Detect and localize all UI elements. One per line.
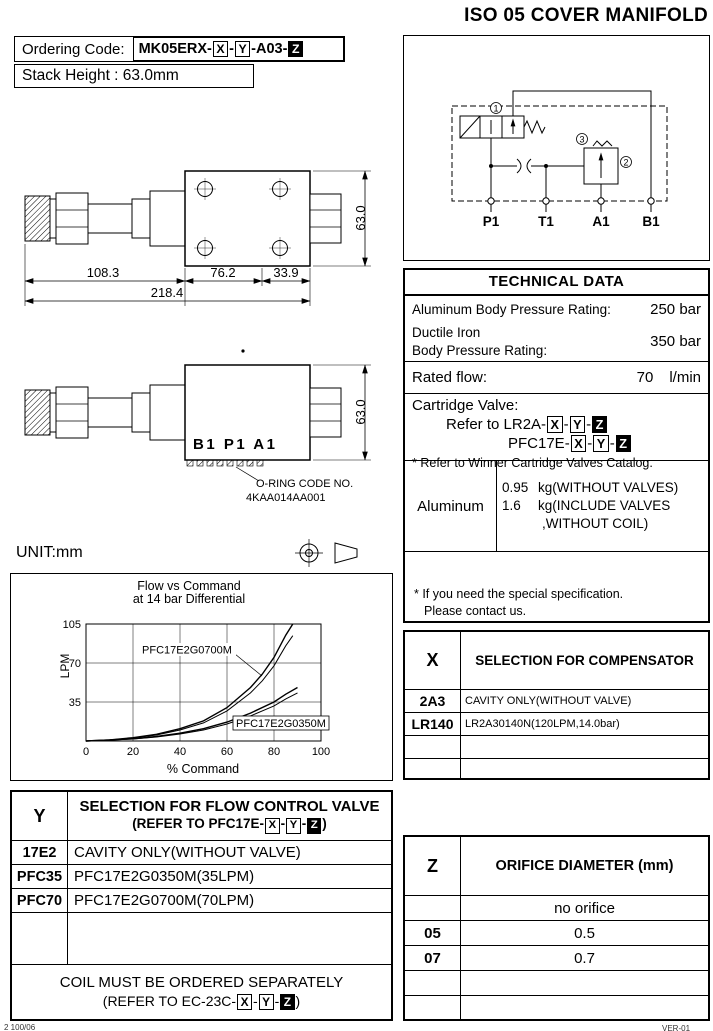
x-selection-table [403, 630, 710, 780]
y-table-title-line2: (REFER TO PFC17E- X - Y - Z ) [132, 816, 327, 834]
dim-height: 63.0 [353, 399, 368, 425]
oring-grooves [187, 460, 263, 466]
coil-note-line1: COIL MUST BE ORDERED SEPARATELY [59, 973, 344, 991]
table-row-empty [12, 912, 391, 964]
cone-icon [335, 543, 357, 563]
x-table-title: SELECTION FOR COMPENSATOR [475, 653, 694, 668]
code-box-z: Z [288, 41, 303, 58]
table-row [12, 888, 391, 912]
x-row-code: 2A3 [405, 690, 461, 712]
ordering-code-label: Ordering Code: [22, 40, 125, 58]
chart-xlabel: % Command [166, 762, 240, 776]
vent-mark [241, 349, 244, 352]
ductile-rating-row [405, 322, 708, 362]
z-table-key: Z [405, 837, 461, 895]
series-label-700: PFC17E2G0700M [142, 644, 232, 657]
x-table-key: X [405, 632, 461, 689]
y-row-code: PFC70 [12, 889, 68, 912]
adjust-knob [25, 196, 50, 241]
cartridge-valve-block [405, 394, 708, 471]
ordering-code-prefix: MK05ERX- [138, 41, 212, 57]
cartridge-ref-lr2a: Refer to LR2A- X - Y - Z [412, 416, 701, 435]
table-row-empty [405, 970, 708, 995]
footer-right-mark: VER-01 [662, 1024, 691, 1031]
adjust-knob [25, 390, 50, 435]
rated-flow-value: 70 [636, 369, 654, 386]
cartridge-ref-pfc17e: PFC17E- X - Y - Z [412, 435, 701, 454]
orifice-symbol [517, 159, 521, 173]
cavity-numbers [491, 103, 632, 168]
stack-height-box: Stack Height : 63.0mm [14, 64, 254, 88]
ductile-rating-label: Ductile Iron Body Pressure Rating: [412, 324, 548, 358]
coil-note-line2: (REFER TO EC-23C- X - Y - Z ) [102, 992, 301, 1009]
aluminum-rating-label: Aluminum Body Pressure Rating: [412, 301, 611, 317]
x-row-desc: CAVITY ONLY(WITHOUT VALVE) [465, 695, 632, 707]
z-row-code: 05 [405, 921, 461, 945]
code-box-y: Y [259, 994, 274, 1010]
lock-nut [56, 387, 88, 438]
x-table-header-row [405, 632, 708, 689]
cavity-num-3: 3 [579, 134, 585, 145]
y-table-header-row [12, 792, 391, 840]
xtick-80: 80 [267, 746, 281, 758]
port-label-b1: B1 [642, 214, 660, 229]
dim-b: 76.2 [210, 265, 236, 280]
weight-line2: 1.6 kg(INCLUDE VALVES [502, 497, 671, 513]
lock-nut [56, 193, 88, 244]
cartridge-valve-label: Cartridge Valve: [412, 397, 519, 414]
cavity-num-1: 1 [493, 103, 499, 114]
table-row [405, 689, 708, 712]
unit-label: UNIT:mm [16, 544, 83, 561]
z-row-desc: no orifice [554, 899, 615, 917]
note-line2: Please contact us. [424, 603, 527, 618]
hydraulic-schematic [404, 36, 709, 260]
plug-nut [310, 388, 341, 437]
ductile-rating-value: 350 bar [650, 332, 701, 350]
ytick-70: 70 [68, 658, 81, 670]
table-row [12, 864, 391, 888]
z-table-header-row [405, 837, 708, 895]
series-label-350: PFC17E2G0350M [236, 718, 326, 730]
chart-subtitle: at 14 bar Differential [132, 592, 246, 606]
dim-height: 63.0 [353, 205, 368, 231]
x-row-code [405, 736, 461, 758]
z-orifice-table [403, 835, 710, 1021]
rated-flow-label: Rated flow: [412, 369, 488, 386]
code-box-x: X [571, 435, 587, 452]
z-row-code: 07 [405, 946, 461, 970]
cavity-num-2: 2 [623, 157, 629, 168]
drawing-top-view [10, 96, 400, 314]
spring-symbol [524, 121, 545, 133]
oring-code: 4KAA014AA001 [246, 492, 326, 504]
solenoid-valve-symbol [460, 116, 545, 138]
y-row-desc: PFC17E2G0350M(35LPM) [74, 868, 255, 885]
manifold-body [185, 171, 310, 266]
port-label-a1: A1 [592, 214, 610, 229]
drawing-front-view [10, 320, 400, 548]
circuit-lines [491, 91, 651, 198]
rated-flow-unit: l/min [669, 369, 701, 386]
y-row-desc: CAVITY ONLY(WITHOUT VALVE) [74, 844, 301, 861]
x-row-code [405, 759, 461, 778]
technical-data-header: TECHNICAL DATA [405, 270, 708, 296]
xtick-40: 40 [173, 746, 187, 758]
x-row-code: LR140 [405, 713, 461, 735]
oring-label: O-RING CODE NO. [256, 478, 354, 490]
code-box-y: Y [570, 416, 586, 433]
coil-note [12, 964, 391, 1019]
z-row-code [405, 896, 461, 920]
z-row-desc [461, 971, 708, 995]
manifold-boundary [452, 103, 667, 201]
code-box-z: Z [616, 435, 631, 452]
code-box-x: X [213, 41, 228, 58]
aluminum-rating-value: 250 bar [650, 300, 701, 318]
dim-total: 218.4 [150, 285, 184, 300]
y-table-title [68, 792, 391, 840]
weight-line3: ,WITHOUT COIL) [542, 516, 649, 532]
xtick-0: 0 [82, 746, 90, 758]
projection-symbol [293, 536, 368, 570]
z-row-code [405, 971, 461, 995]
chart-title: Flow vs Command [137, 579, 241, 593]
table-row-empty [405, 995, 708, 1019]
table-row [405, 712, 708, 735]
xtick-100: 100 [311, 746, 331, 758]
code-dash: - [229, 41, 234, 57]
catalog-note: * Refer to Winner Cartridge Valves Catalog. [412, 456, 653, 471]
code-box-y: Y [235, 41, 250, 58]
y-table-key: Y [12, 792, 68, 840]
page-title: ISO 05 COVER MANIFOLD [464, 5, 708, 26]
code-box-x: X [547, 416, 563, 433]
flow-vs-command-chart [11, 574, 392, 780]
ports [483, 198, 660, 229]
z-row-desc: 0.7 [574, 949, 595, 967]
note-line1: * If you need the special specification. [414, 587, 624, 601]
xtick-60: 60 [220, 746, 234, 758]
z-row-desc [461, 996, 708, 1019]
technical-data-section [403, 268, 710, 623]
weight-values [497, 461, 708, 551]
x-row-desc [461, 759, 708, 778]
code-box-z: Z [280, 994, 294, 1010]
y-table-title-line1: SELECTION FOR FLOW CONTROL VALVE [79, 798, 380, 816]
code-box-y: Y [593, 435, 609, 452]
table-row [405, 920, 708, 945]
footer-left-mark: 2 100/06 [4, 1023, 36, 1031]
flow-chart-panel [10, 573, 393, 781]
z-row-code [405, 996, 461, 1019]
weight-material: Aluminum [405, 461, 497, 551]
y-row-desc: PFC17E2G0700M(70LPM) [74, 892, 255, 909]
hydraulic-schematic-panel [403, 35, 710, 261]
table-row [405, 895, 708, 920]
code-box-x: X [237, 994, 252, 1010]
xtick-20: 20 [126, 746, 140, 758]
ordering-code-box [14, 36, 345, 62]
x-row-desc: LR2A30140N(120LPM,14.0bar) [465, 718, 620, 730]
weight-line1: 0.95 kg(WITHOUT VALVES) [502, 479, 679, 495]
z-row-desc: 0.5 [574, 924, 595, 942]
table-row-empty [405, 758, 708, 778]
aluminum-rating-row [405, 296, 708, 322]
dim-c: 33.9 [273, 265, 299, 280]
table-row-empty [405, 735, 708, 758]
dim-a: 108.3 [86, 265, 120, 280]
chart-ylabel: LPM [58, 653, 72, 679]
ordering-code-value [133, 37, 344, 61]
table-row [12, 840, 391, 864]
port-label-p1: P1 [482, 214, 500, 229]
code-box-y: Y [286, 818, 301, 834]
y-row-code [12, 913, 68, 964]
y-row-desc [68, 913, 391, 964]
y-row-code: 17E2 [12, 841, 68, 864]
port-labels: B1 P1 A1 [193, 436, 278, 453]
compensator-symbol [584, 141, 618, 184]
ordering-code-mid: -A03- [251, 41, 288, 57]
ytick-105: 105 [62, 619, 81, 631]
code-box-z: Z [592, 416, 607, 433]
table-row [405, 945, 708, 970]
z-table-title: ORIFICE DIAMETER (mm) [495, 858, 674, 874]
weight-table [405, 460, 708, 552]
ytick-35: 35 [68, 697, 81, 709]
rated-flow-row [405, 362, 708, 394]
code-box-x: X [265, 818, 280, 834]
y-row-code: PFC35 [12, 865, 68, 888]
x-row-desc [461, 736, 708, 758]
special-spec-note [405, 552, 708, 625]
code-box-z: Z [307, 818, 321, 834]
plug-nut [310, 194, 341, 243]
y-selection-table [10, 790, 393, 1021]
label-leader-line [235, 654, 262, 676]
port-label-t1: T1 [538, 214, 554, 229]
